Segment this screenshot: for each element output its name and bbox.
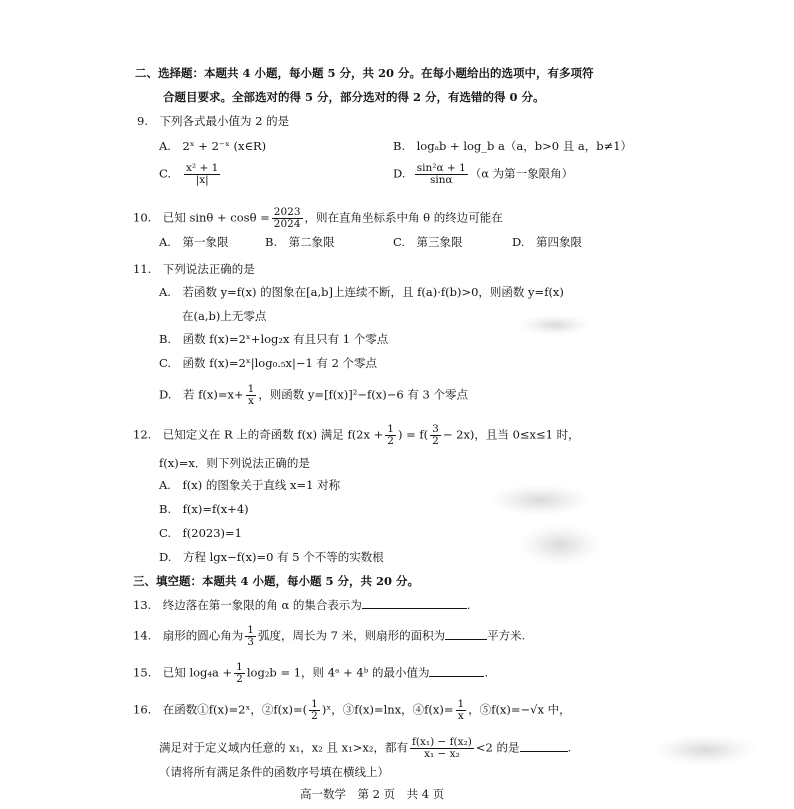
- q16-note: （请将所有满足条件的函数序号填在横线上）: [159, 765, 389, 779]
- q16-stem-cont: 满足对于定义域内任意的 x₁，x₂ 且 x₁>x₂，都有 $\frac{\text{f(x₁) − f(x₂)}}{\text{x₁ − x₂}}$ <2 的是 .: [159, 736, 572, 760]
- scan-smudge: [655, 735, 755, 765]
- q12-option-b: B. f(x)=f(x+4): [159, 502, 249, 516]
- fraction: $\frac{1}{2}$: [311, 698, 318, 722]
- q12-stem: 12. 已知定义在 R 上的奇函数 f(x) 满足 f(2x + $\frac{1}{2}$ ) = f( $\frac{3}{2}$ − 2x)，且当 0≤x≤1 时，: [133, 423, 580, 447]
- fraction: $\frac{1}{2}$: [236, 661, 243, 685]
- q9-option-c: C. $\frac{\text{x² + 1}}{|x|}$: [159, 162, 219, 186]
- q13: 13. 终边落在第一象限的角 α 的集合表示为 .: [133, 598, 471, 612]
- page-footer: 高一数学 第 2 页 共 4 页: [300, 787, 445, 801]
- q12-stem-cont: f(x)=x．则下列说法正确的是: [159, 456, 310, 470]
- q9-option-d: D. $\frac{\text{sin²α + 1}}{\sin\alpha}$ （α 为第一象限角）: [393, 162, 574, 186]
- fraction: $\frac{\text{x² + 1}}{|x|}$: [186, 162, 219, 186]
- fraction: $\frac{\text{f(x₁) − f(x₂)}}{\text{x₁ − x₂}}$: [411, 736, 472, 760]
- scan-smudge: [520, 315, 590, 335]
- q12-option-a: A. f(x) 的图象关于直线 x=1 对称: [159, 478, 341, 492]
- q10-option-b: B. 第二象限: [265, 235, 335, 249]
- answer-blank[interactable]: [362, 597, 467, 609]
- q11-option-a-cont: 在(a,b)上无零点: [182, 309, 267, 323]
- q11-option-d: D. 若 f(x)=x+ $\frac{1}{x}$ ，则函数 y=[f(x)]²−f(x)−6 有 3 个零点: [159, 383, 468, 407]
- q12-option-c: C. f(2023)=1: [159, 526, 242, 540]
- q11-option-c: C. 函数 f(x)=2ˣ|log₀.₅x|−1 有 2 个零点: [159, 356, 378, 370]
- fraction: $\frac{1}{x}$: [247, 383, 255, 407]
- q15: 15. 已知 log₄a + $\frac{1}{2}$ log₂b = 1，则 4ᵃ + 4ᵇ 的最小值为 .: [133, 661, 489, 685]
- section-2-heading: 二、选择题：本题共 4 小题，每小题 5 分，共 20 分。在每小题给出的选项中，有多项符: [135, 66, 594, 80]
- q9-option-b: B. logₐb + log_b a（a，b>0 且 a，b≠1）: [393, 139, 633, 153]
- answer-blank[interactable]: [429, 665, 484, 677]
- scan-smudge: [490, 485, 590, 515]
- fraction: $\frac{2023}{2024}$: [273, 206, 301, 230]
- fraction: $\frac{\text{sin²α + 1}}{\sin\alpha}$: [416, 162, 466, 186]
- q10-option-a: A. 第一象限: [159, 235, 229, 249]
- scan-smudge: [520, 525, 600, 565]
- q10-option-d: D. 第四象限: [512, 235, 582, 249]
- q16-stem: 16. 在函数①f(x)=2ˣ，②f(x)=( $\frac{1}{2}$ )ˣ，③f(x)=lnx，④f(x)= $\frac{1}{x}$ ，⑤f(x)=−√x 中，: [133, 698, 571, 722]
- q10-option-c: C. 第三象限: [393, 235, 463, 249]
- fraction: $\frac{1}{x}$: [457, 698, 465, 722]
- q11-option-a: A. 若函数 y=f(x) 的图象在[a,b]上连续不断，且 f(a)·f(b)>0，则函数 y=f(x): [159, 285, 564, 299]
- q11-stem: 11. 下列说法正确的是: [133, 262, 255, 276]
- answer-blank[interactable]: [445, 628, 487, 640]
- q9-option-a: A. 2ˣ + 2⁻ˣ (x∈R): [159, 139, 267, 153]
- fraction: $\frac{3}{2}$: [432, 423, 439, 447]
- q9-stem: 9. 下列各式最小值为 2 的是: [137, 114, 290, 128]
- q12-option-d: D. 方程 lgx−f(x)=0 有 5 个不等的实数根: [159, 550, 384, 564]
- fraction: $\frac{1}{2}$: [387, 423, 394, 447]
- answer-blank[interactable]: [520, 740, 568, 752]
- fraction: $\frac{1}{3}$: [247, 624, 254, 648]
- q14: 14. 扇形的圆心角为 $\frac{1}{3}$ 弧度，周长为 7 米，则扇形的面积为 平方米.: [133, 624, 526, 648]
- section-2-heading-cont: 合题目要求。全部选对的得 5 分，部分选对的得 2 分，有选错的得 0 分。: [163, 90, 545, 104]
- q11-option-b: B. 函数 f(x)=2ˣ+log₂x 有且只有 1 个零点: [159, 332, 389, 346]
- q10-stem: 10. 已知 sinθ + cosθ = $\frac{2023}{2024}$ ，则在直角坐标系中角 θ 的终边可能在: [133, 206, 503, 230]
- section-3-heading: 三、填空题：本题共 4 小题，每小题 5 分，共 20 分。: [133, 574, 420, 588]
